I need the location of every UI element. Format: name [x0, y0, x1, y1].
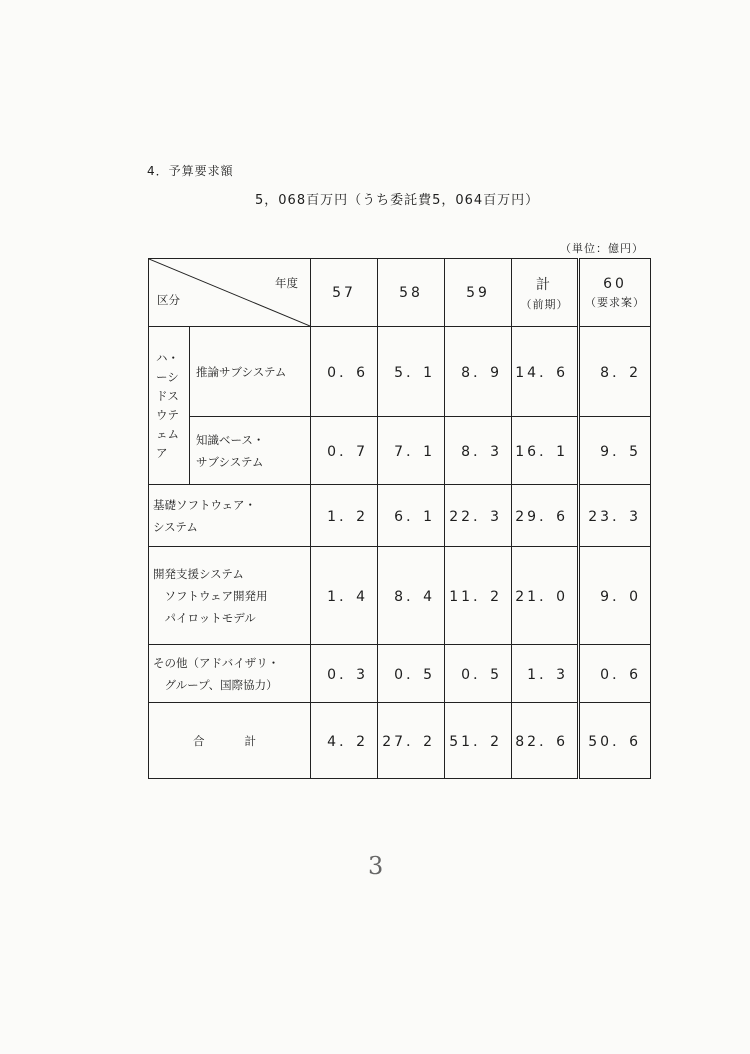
cell-total: 21．0	[512, 547, 579, 645]
row-label: 開発支援システム ソフトウェア開発用 パイロットモデル	[149, 547, 311, 645]
cell-59: 11．2	[445, 547, 512, 645]
cell-57: 1．4	[311, 547, 378, 645]
section-heading: 4．予算要求額	[147, 164, 234, 178]
cell-total: 29．6	[512, 485, 579, 547]
cell-58: 6．1	[378, 485, 445, 547]
row-label: その他（アドバイザリ・ グループ、国際協力）	[149, 645, 311, 703]
page-number: 3	[368, 852, 384, 880]
cell-60: 9．5	[579, 417, 651, 485]
total-sum: 82．6	[512, 703, 579, 779]
header-60-sub: （要求案）	[585, 295, 645, 309]
table-header-row	[149, 259, 651, 327]
cell-57: 0．6	[311, 327, 378, 417]
cell-total: 16．1	[512, 417, 579, 485]
row-label: 基礎ソフトウェア・ システム	[149, 485, 311, 547]
cell-58: 5．1	[378, 327, 445, 417]
total-58: 27．2	[378, 703, 445, 779]
total-59: 51．2	[445, 703, 512, 779]
total-row	[149, 703, 651, 779]
cell-60: 9．0	[579, 547, 651, 645]
budget-amount: 5，068百万円（うち委託費5，064百万円）	[255, 193, 540, 208]
category-header: 区分	[157, 293, 180, 307]
header-year-58: 58	[378, 259, 445, 327]
cell-58: 0．5	[378, 645, 445, 703]
header-60-main: 60	[603, 275, 627, 292]
row-label: 知識ベース・ サブシステム	[190, 417, 311, 485]
cell-59: 8．9	[445, 327, 512, 417]
total-60: 50．6	[579, 703, 651, 779]
table-row	[149, 547, 651, 645]
row-label: 推論サブシステム	[190, 327, 311, 417]
hardware-group-label: ハ・ ーシ ドス ウテ ェム ア	[149, 327, 190, 485]
table-row	[149, 485, 651, 547]
cell-59: 22．3	[445, 485, 512, 547]
cell-total: 1．3	[512, 645, 579, 703]
cell-60: 8．2	[579, 327, 651, 417]
header-year-60	[579, 259, 651, 327]
total-57: 4．2	[311, 703, 378, 779]
cell-57: 1．2	[311, 485, 378, 547]
cell-59: 8．3	[445, 417, 512, 485]
cell-57: 0．3	[311, 645, 378, 703]
table-row	[149, 327, 651, 417]
header-total-main: 計	[536, 276, 553, 293]
header-year-57: 57	[311, 259, 378, 327]
header-year-59: 59	[445, 259, 512, 327]
table-row	[149, 645, 651, 703]
cell-59: 0．5	[445, 645, 512, 703]
cell-57: 0．7	[311, 417, 378, 485]
total-label: 合計	[149, 703, 311, 779]
cell-58: 7．1	[378, 417, 445, 485]
budget-table	[148, 258, 651, 779]
table-row	[149, 417, 651, 485]
header-corner-cell	[149, 259, 311, 327]
cell-60: 23．3	[579, 485, 651, 547]
cell-60: 0．6	[579, 645, 651, 703]
header-total	[512, 259, 579, 327]
header-total-sub: （前期）	[520, 297, 569, 311]
year-header: 年度	[275, 276, 298, 290]
cell-total: 14．6	[512, 327, 579, 417]
unit-label: （単位：億円）	[560, 242, 644, 255]
cell-58: 8．4	[378, 547, 445, 645]
